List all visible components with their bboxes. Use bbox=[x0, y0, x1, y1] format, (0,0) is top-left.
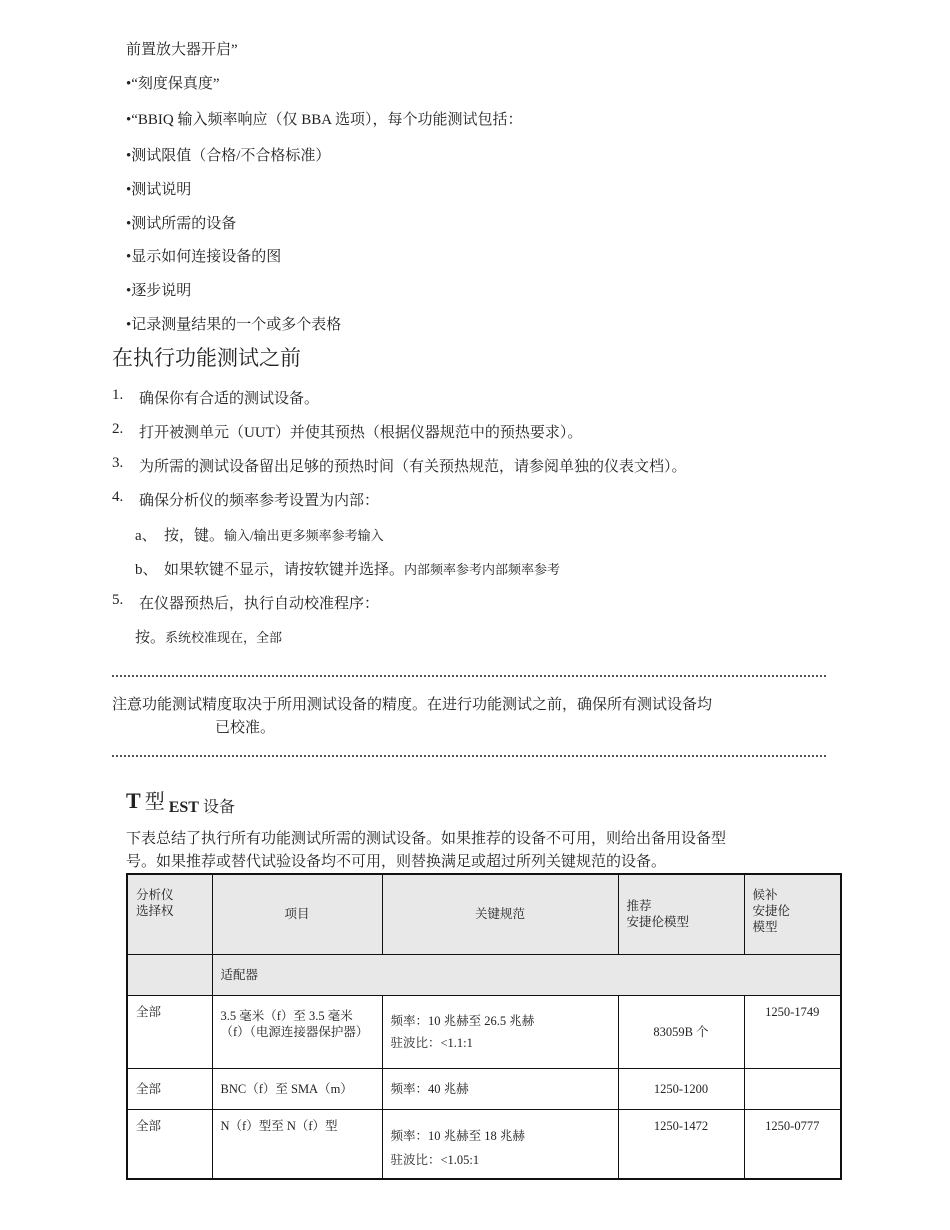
header-cell bbox=[744, 874, 841, 954]
header-cell bbox=[382, 874, 618, 954]
note-divider-bottom bbox=[112, 755, 826, 757]
table-row bbox=[127, 995, 841, 1068]
row-alternate bbox=[745, 1069, 841, 1085]
header-alternate: 候补 安捷伦 模型 bbox=[752, 888, 791, 934]
substep-text: 如果软键不显示，请按软键并选择。 bbox=[164, 562, 405, 578]
row-spec-frequency: 频率：10 兆赫至 18 兆赫 bbox=[390, 1128, 525, 1143]
table-group-row bbox=[127, 954, 841, 995]
note-divider-top bbox=[112, 675, 826, 677]
table-cell bbox=[212, 1068, 382, 1109]
intro-line: 前置放大器开启” bbox=[126, 42, 238, 58]
header-spec: 关键规范 bbox=[474, 907, 525, 922]
header-option: 分析仪 选择权 bbox=[136, 888, 174, 918]
intro-line: •逐步说明 bbox=[126, 283, 192, 299]
paragraph-line: 号。如果推荐或替代试验设备均不可用，则替换满足或超过所列关键规范的设备。 bbox=[126, 854, 667, 870]
group-label: 适配器 bbox=[220, 967, 259, 982]
intro-line: •记录测量结果的一个或多个表格 bbox=[126, 317, 342, 333]
step-text: 在仪器预热后，执行自动校准程序： bbox=[139, 596, 380, 612]
table-cell bbox=[744, 1068, 841, 1109]
row-item: 3.5 毫米（f）至 3.5 毫米（f）（电源连接器保护器） bbox=[220, 1008, 369, 1039]
test-equipment-table bbox=[126, 873, 842, 1180]
table-cell bbox=[382, 1109, 618, 1179]
header-cell bbox=[212, 874, 382, 954]
substep bbox=[164, 558, 560, 579]
row-option: 全部 bbox=[136, 1081, 162, 1096]
header-recommended: 推荐 安捷伦模型 bbox=[626, 899, 690, 930]
table-cell bbox=[382, 995, 618, 1068]
table-cell bbox=[127, 1068, 212, 1109]
table-cell bbox=[127, 995, 212, 1068]
substep bbox=[164, 524, 384, 545]
substep-softkeys: 输入/输出更多频率参考输入 bbox=[224, 528, 384, 543]
row-spec-vswr: 驻波比：<1.05:1 bbox=[390, 1152, 480, 1167]
step5-sub-text: 按。 bbox=[135, 630, 166, 646]
intro-line: •“BBIQ 输入频率响应（仅 BBA 选项），每个功能测试包括： bbox=[126, 112, 523, 128]
table-cell bbox=[212, 1109, 382, 1179]
intro-line: •测试限值（合格/不合格标准） bbox=[126, 148, 331, 164]
heading-letter: T bbox=[126, 788, 141, 813]
table-cell bbox=[618, 1068, 744, 1109]
table-cell bbox=[744, 995, 841, 1068]
table-cell bbox=[744, 1109, 841, 1179]
section-heading-test-equipment bbox=[126, 785, 235, 814]
step-text: 确保你有合适的测试设备。 bbox=[139, 391, 320, 407]
row-alternate: 1250-0777 bbox=[765, 1118, 820, 1133]
heading-part: 设备 bbox=[202, 799, 235, 816]
table-header-row bbox=[127, 874, 841, 954]
paragraph-line: 下表总结了执行所有功能测试所需的测试设备。如果推荐的设备不可用，则给出备用设备型 bbox=[126, 831, 727, 847]
substep-label: b、 bbox=[135, 562, 158, 578]
intro-line: •测试所需的设备 bbox=[126, 216, 237, 232]
step-number: 2. bbox=[112, 421, 124, 437]
header-item: 项目 bbox=[284, 907, 310, 922]
table-cell bbox=[618, 1109, 744, 1179]
heading-part: EST bbox=[168, 799, 199, 816]
row-recommended: 1250-1200 bbox=[653, 1081, 709, 1096]
row-option: 全部 bbox=[136, 1118, 162, 1133]
row-spec-vswr: 驻波比：<1.1:1 bbox=[390, 1035, 473, 1050]
table-row bbox=[127, 1068, 841, 1109]
substep-text: 按，键。 bbox=[164, 528, 225, 544]
row-item: N（f）型至 N（f）型 bbox=[220, 1118, 338, 1133]
substep-label: a、 bbox=[135, 528, 157, 544]
group-cell bbox=[212, 954, 841, 995]
header-cell bbox=[618, 874, 744, 954]
table-cell bbox=[212, 995, 382, 1068]
step5-sub bbox=[135, 626, 282, 647]
row-alternate: 1250-1749 bbox=[765, 1004, 820, 1019]
intro-line: •“刻度保真度” bbox=[126, 76, 220, 92]
heading-part: 型 bbox=[144, 791, 165, 813]
step-text: 确保分析仪的频率参考设置为内部： bbox=[139, 493, 380, 509]
row-recommended: 1250-1472 bbox=[653, 1118, 709, 1133]
step-text: 打开被测单元（UUT）并使其预热（根据仪器规范中的预热要求）。 bbox=[139, 425, 583, 441]
step-number: 4. bbox=[112, 489, 124, 505]
intro-line: •显示如何连接设备的图 bbox=[126, 249, 282, 265]
header-cell bbox=[127, 874, 212, 954]
row-spec-frequency: 频率：10 兆赫至 26.5 兆赫 bbox=[390, 1013, 535, 1028]
section-heading: 在执行功能测试之前 bbox=[112, 346, 301, 370]
table-row bbox=[127, 1109, 841, 1179]
step-number: 5. bbox=[112, 592, 124, 608]
table-cell bbox=[382, 1068, 618, 1109]
step-number: 1. bbox=[112, 387, 124, 403]
row-recommended: 83059B 个 bbox=[653, 1024, 709, 1039]
step5-softkeys: 系统校准现在，全部 bbox=[165, 630, 283, 645]
group-cell bbox=[127, 954, 212, 995]
table-cell bbox=[127, 1109, 212, 1179]
intro-line: •测试说明 bbox=[126, 182, 192, 198]
step-number: 3. bbox=[112, 455, 124, 471]
table-cell bbox=[618, 995, 744, 1068]
step-text: 为所需的测试设备留出足够的预热时间（有关预热规范，请参阅单独的仪表文档）。 bbox=[139, 459, 687, 475]
note-line: 已校准。 bbox=[215, 720, 276, 736]
row-option: 全部 bbox=[136, 1004, 162, 1019]
substep-softkeys: 内部频率参考内部频率参考 bbox=[404, 562, 561, 577]
note-line: 注意功能测试精度取决于所用测试设备的精度。在进行功能测试之前，确保所有测试设备均 bbox=[112, 697, 713, 713]
row-spec-frequency: 频率：40 兆赫 bbox=[390, 1081, 469, 1096]
row-item: BNC（f）至 SMA（m） bbox=[220, 1081, 353, 1096]
